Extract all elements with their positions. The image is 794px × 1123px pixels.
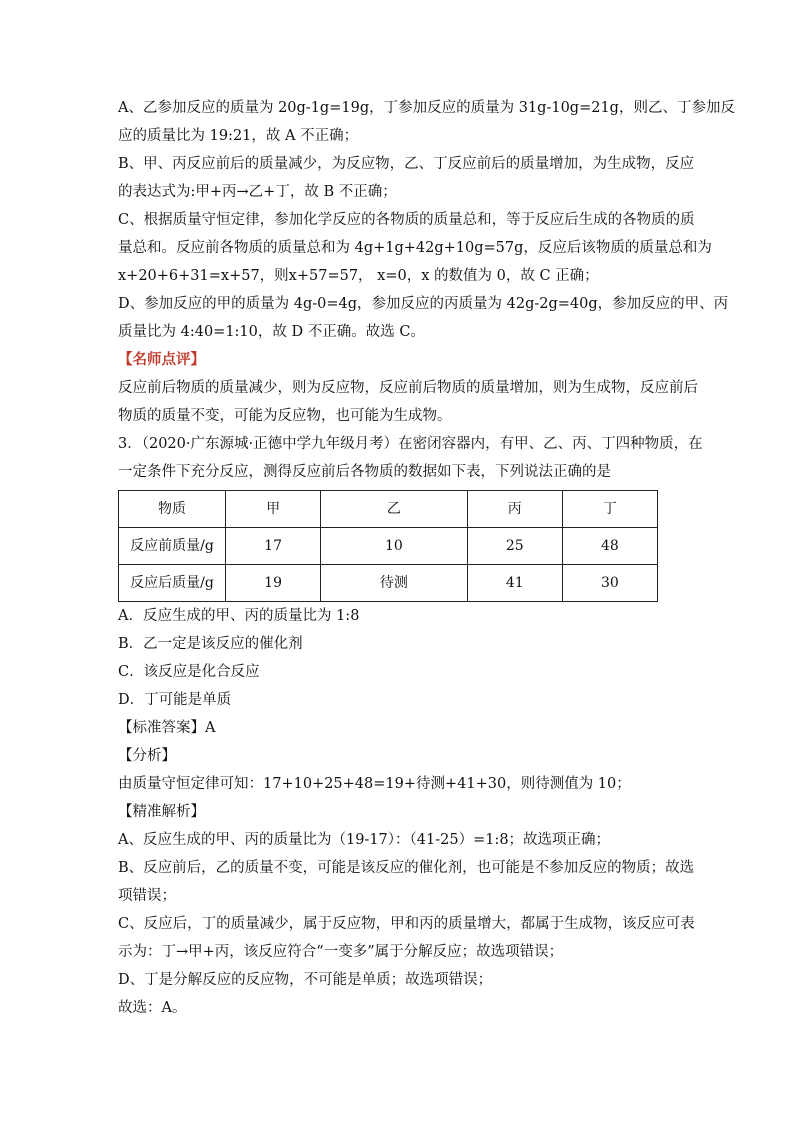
text-line: C、反应后，丁的质量减少，属于反应物，甲和丙的质量增大，都属于生成物，该反应可表 [118,916,695,932]
option-a: A．反应生成的甲、丙的质量比为 1:8 [118,608,360,624]
analysis-line: 由质量守恒定律可知：17+10+25+48=19+待测+41+30，则待测值为 10； [118,776,631,792]
question-line: 3．（2020·广东源城·正德中学九年级月考）在密闭容器内，有甲、乙、丙、丁四种物质，在 [118,436,703,452]
table-row [119,528,658,565]
detail-heading: 【精准解析】 [118,804,205,820]
text-line: B、反应前后，乙的质量不变，可能是该反应的催化剂，也可能是不参加反应的物质；故选 [118,860,695,876]
text-line: 故选：A。 [118,1000,187,1016]
question-line: 一定条件下充分反应，测得反应前后各物质的数据如下表，下列说法正确的是 [118,464,611,480]
table-cell: 25 [467,528,562,565]
table-cell: 10 [321,528,468,565]
text-line: 量总和。反应前各物质的质量总和为 4g+1g+42g+10g=57g，反应后该物质的质量总和为 [118,240,712,256]
text-line: 应的质量比为 19:21，故 A 不正确； [118,128,359,144]
option-b: B．乙一定是该反应的催化剂 [118,636,303,652]
answer-line: 【标准答案】A [118,720,216,736]
comment-heading: 【名师点评】 [118,351,205,368]
text-line: A、反应生成的甲、丙的质量比为（19-17）：（41-25）=1:8；故选项正确； [118,832,611,848]
text-line: 的表达式为:甲+丙→乙+丁，故 B 不正确； [118,184,397,200]
text-line: 反应前后物质的质量减少，则为反应物，反应前后物质的质量增加，则为生成物，反应前后 [118,380,698,396]
text-line: A、乙参加反应的质量为 20g-1g=19g，丁参加反应的质量为 31g-10g=21g，则乙、丁参加反 [118,100,735,116]
table-cell: 丁 [562,491,657,528]
table-cell: 物质 [119,491,226,528]
table-cell: 19 [226,565,321,602]
table-cell: 30 [562,565,657,602]
table-cell: 反应前质量/g [119,528,226,565]
option-c: C．该反应是化合反应 [118,664,260,680]
table-cell: 待测 [321,565,468,602]
text-line: 质量比为 4:40=1:10，故 D 不正确。故选 C。 [118,324,425,340]
data-table [118,490,658,602]
table-header-row [119,491,658,528]
text-line: C、根据质量守恒定律，参加化学反应的各物质的质量总和，等于反应后生成的各物质的质 [118,212,695,228]
analysis-heading: 【分析】 [118,748,176,764]
table-cell: 反应后质量/g [119,565,226,602]
table-row [119,565,658,602]
table-cell: 48 [562,528,657,565]
text-line: 物质的质量不变，可能为反应物，也可能为生成物。 [118,408,452,424]
table-cell: 乙 [321,491,468,528]
text-line: 项错误； [118,888,176,904]
table-cell: 甲 [226,491,321,528]
table-cell: 41 [467,565,562,602]
text-line: D、丁是分解反应的反应物，不可能是单质；故选项错误； [118,972,493,988]
table-cell: 17 [226,528,321,565]
text-line: x+20+6+31=x+57，则x+57=57， x=0，x 的数值为 0，故 C 正确； [118,268,599,284]
text-line: 示为：丁→甲+丙，该反应符合“一变多”属于分解反应；故选项错误； [118,944,564,960]
option-d: D．丁可能是单质 [118,692,232,708]
text-line: D、参加反应的甲的质量为 4g-0=4g，参加反应的丙质量为 42g-2g=40g，参加反应的甲、丙 [118,296,729,312]
table-cell: 丙 [467,491,562,528]
document-page [118,94,735,1022]
text-line: B、甲、丙反应前后的质量减少，为反应物，乙、丁反应前后的质量增加，为生成物，反应 [118,156,695,172]
